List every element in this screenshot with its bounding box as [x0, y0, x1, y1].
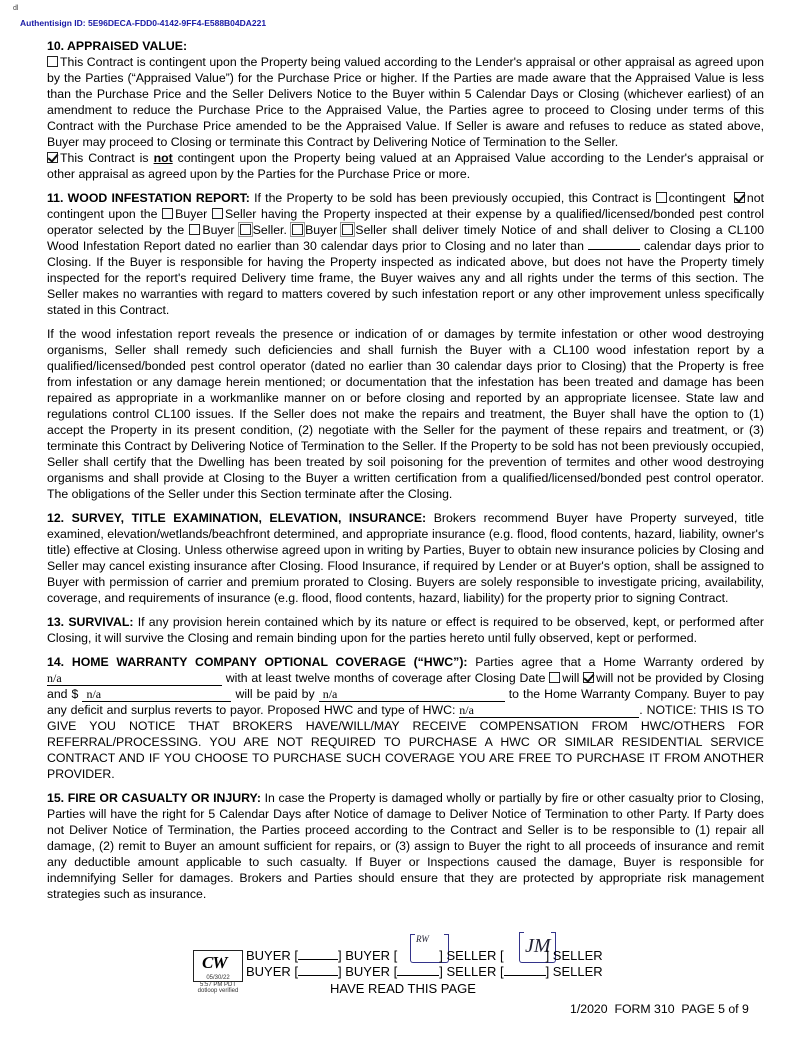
appraisal-contingent-checkbox[interactable]	[47, 56, 58, 67]
section-14-title: 14. HOME WARRANTY COMPANY OPTIONAL COVERAGE (“HWC”):	[47, 655, 468, 669]
appraisal-contingent-text: This Contract is contingent upon the Property being valued according to the Lender's appraisal or other appraisal as agreed upon by the Parties (“Appraised Value”) for the Purchase Price or higher. If the Parties are made aware that the Appraised Value is less than the Purchase Price and the Seller Delivers Notice to the Buyer within 5 Calendar Days or Closing (whichever earliest) of an amendment to reduce the Purchase Price to the Appraised Value, the Parties agree to proceed to Closing under terms of this Contract with the Purchase Price amended to be the Appraised Value. If Seller is aware and refuses to reduce as stated above, Buyer may proceed to Closing or terminate this Contract by Delivering Notice of Termination to the Seller.	[47, 55, 764, 149]
buyer-label: BUYER [	[246, 948, 299, 963]
inspection-seller-checkbox[interactable]	[212, 208, 223, 219]
section-15-text: In case the Property is damaged wholly or partially by fire or other casualty prior to Closing, Parties will have the right for 5 Calendar Days after Notice of damage to Deliver Notice of Termination to other Party. If Party does not Deliver Notice of Termination, the Parties proceed according to the Contract and Seller is to be responsible to (1) repair all damage, (2) remit to Buyer an amount sufficient for repairs, or (3) assign to Buyer the right to all proceeds of insurance and remit any deductible amount applicable to such casualty. If Buyer or Inspections caused the damage, Buyer is responsible for indemnifying Seller for damages. Brokers and Parties should ensure that they are protected by appropriate risk management strategies such as insurance.	[47, 791, 765, 901]
closing-no-later-text: Closing and no later than	[444, 239, 584, 253]
section-10-appraised-value	[47, 38, 764, 182]
seller-label: ] SELLER	[545, 964, 603, 979]
document-page	[47, 38, 764, 902]
section-12-title: 12. SURVEY, TITLE EXAMINATION, ELEVATION, INSURANCE:	[47, 511, 427, 525]
section-11-intro: If the Property to be sold has been previously occupied, this Contract is	[249, 191, 652, 205]
inspection-buyer-checkbox[interactable]	[162, 208, 173, 219]
buyer-4-initials-field[interactable]	[397, 964, 439, 976]
seller-1-initials: RW	[416, 934, 429, 944]
paid-by-label: will be paid by	[235, 687, 315, 701]
not-contingent-label: not contingent upon the	[47, 191, 764, 221]
hwc-will-checkbox[interactable]	[549, 672, 560, 683]
section-13-survival	[47, 614, 764, 646]
section-11-remainder: calendar days prior to Closing. If the Buyer is responsible for having the Property inspected as indicated above, but does not have the Property timely inspected for the report's required Delivery time frame, the Buyer waives any and all rights under the terms of this section. The Seller makes no warranties with regard to matters covered by such infestation report or any other improvement unless specifically stated in this Contract.	[47, 239, 765, 317]
operator-seller-checkbox[interactable]	[240, 224, 251, 235]
stamp-verification	[195, 975, 241, 995]
to-hwc-text: to the Home Warranty Company.	[508, 687, 690, 701]
proposed-hwc-label: Buyer to pay any deficit and surplus reverts to payor. Proposed HWC and type of HWC:	[47, 687, 764, 717]
stamp-verified: dotloop verified	[197, 988, 239, 994]
period: .	[639, 703, 643, 717]
deliver-seller-checkbox[interactable]	[342, 224, 353, 235]
stamp-date: 05/30/22	[206, 975, 230, 981]
appraisal-not-contingent-text: This Contract is	[60, 151, 154, 165]
seller-label: ] SELLER [	[439, 948, 504, 963]
appraisal-not-contingent-checkbox[interactable]	[47, 152, 58, 163]
inspection-seller-label: Seller having the Property inspected at their expense by a	[224, 207, 552, 221]
section-14-home-warranty	[47, 654, 764, 782]
will-label: will	[562, 671, 580, 685]
section-10-title: 10. APPRAISED VALUE:	[47, 39, 188, 53]
stamp-time: 5:57 PM PDT	[199, 981, 236, 988]
buyer-label: ] BUYER [	[338, 964, 398, 979]
initials-row-1	[246, 948, 603, 963]
section-12-text: Brokers recommend Buyer have Property surveyed, title examined, elevation/wetlands/beachfront determined, and appropriate insurance (e.g. flood, flood contents, hazard, liability, owner's title) effective at Closing. Unless otherwise agreed upon in writing by Parties, Buyer to obtain new insurance policies by Closing and Seller may cancel existing insurance after Closing. Flood Insurance, if required by Lender or at Buyer's option, shall be assigned to Buyer with permission of carrier and premium prorated to Closing. Buyers are solely responsible to investigate pricing, availability, coverage, and requirements of insurance (e.g. flood, flood contents, hazard, liability) for the property prior to signing Contract.	[47, 511, 764, 605]
operator-seller-label: Seller.	[252, 223, 287, 237]
appraisal-not-contingent-text-cont: contingent upon the Property being valued at an Appraised Value according to the Lender's appraisal or other appraisal as agreed upon by the Parties for the Purchase Price or more.	[47, 151, 764, 181]
hwc-paid-by-field[interactable]: n/a	[319, 688, 505, 702]
hwc-will-not-checkbox[interactable]	[583, 672, 594, 683]
section-11-paragraph-2: If the wood infestation report reveals the presence or indication of or damages by termite infestation or other wood destroying organisms, Seller shall remedy such deficiencies and shall furnish the Buyer with a CL100 wood infestation report by a qualified/licensed/bonded pest control operator (dated no earlier than 30 calendar days prior to Closing) that the Property is free from infestation or any damage herein mentioned; or documentation that the infestation has been treated and damage has been repaired as appropriate in a workmanlike manner on or before closing and reported by an appropriate licensee. State law and regulations control CL100 issues. If the Seller does not make the repairs and treatment, the Buyer shall have the option to (1) accept the Property in its present condition, (2) negotiate with the Seller for the payment of these repairs and treatment, or (3) terminate this Contract by Delivering Notice of Termination to the Seller. If the Property to be sold has not been previously occupied, Seller shall certify that the Dwelling has been treated by soil poisoning for the prevention of termites and other wood destroying organisms and shall provide at Closing to the Buyer a written certification from a qualified/licensed/bonded pest control operator. The obligations of the Seller under this Section terminate after the Closing.	[47, 327, 764, 501]
infestation-not-contingent-checkbox[interactable]	[734, 192, 745, 203]
section-15-fire-casualty	[47, 790, 764, 902]
seller-label: ] SELLER	[545, 948, 603, 963]
calendar-days-field[interactable]	[588, 238, 640, 250]
inspection-buyer-label: Buyer	[175, 207, 208, 221]
seller-2-initials: JM	[525, 935, 551, 957]
buyer-1-initials-field[interactable]	[298, 948, 338, 960]
closing-amount-label: Closing and $	[47, 671, 764, 701]
hwc-amount-field[interactable]: n/a	[82, 688, 231, 702]
stamp-initials: CW	[202, 953, 227, 972]
deliver-buyer-checkbox[interactable]	[292, 224, 303, 235]
cl100-report-text: Notice of and shall deliver to Closing a CL100 Wood Infestation Report dated no earlier than 30 calendar days prior to	[47, 223, 765, 253]
have-read-this-page: HAVE READ THIS PAGE	[330, 981, 476, 996]
section-12-survey	[47, 510, 764, 606]
will-not-label: will not be provided by	[596, 671, 720, 685]
operator-buyer-label: Buyer	[202, 223, 235, 237]
seller-1-initials-field[interactable]	[504, 949, 546, 960]
not-emphasis: not	[153, 151, 173, 165]
section-13-title: 13. SURVIVAL:	[47, 615, 134, 629]
deliver-seller-label: Seller shall deliver timely	[355, 223, 496, 237]
section-13-text: If any provision herein contained which by its nature or effect is required to be observed, kept, or performed after Closing, it will survive the Closing and remain binding upon for the parties hereto until fully observed, kept or performed.	[47, 615, 764, 645]
buyer-label: BUYER [	[246, 964, 299, 979]
section-15-title: 15. FIRE OR CASUALTY OR INJURY:	[47, 791, 261, 805]
contingent-label: contingent	[668, 191, 726, 205]
section-11-wood-infestation	[47, 190, 764, 502]
operator-buyer-checkbox[interactable]	[189, 224, 200, 235]
seller-label: ] SELLER [	[439, 964, 504, 979]
section-11-title: 11. WOOD INFESTATION REPORT:	[47, 191, 250, 205]
buyer-2-initials-field[interactable]	[397, 949, 439, 960]
initials-row-2	[246, 964, 603, 979]
infestation-contingent-checkbox[interactable]	[656, 192, 667, 203]
buyer-label: ] BUYER [	[338, 948, 398, 963]
section-14-intro: Parties agree that a Home Warranty ordered by	[467, 655, 764, 669]
authentisign-id: Authentisign ID: 5E96DECA-FDD0-4142-9FF4-E588B04DA221	[20, 18, 267, 28]
operator-selected-text: qualified/licensed/bonded pest control operator selected by the	[47, 207, 765, 237]
buyer-3-initials-field[interactable]	[298, 964, 338, 976]
seller-3-initials-field[interactable]	[504, 964, 546, 976]
deliver-buyer-label: Buyer	[305, 223, 338, 237]
hwc-notice: NOTICE: THIS IS TO GIVE YOU NOTICE THAT BROKERS HAVE/WILL/MAY RECEIVE COMPENSATION FROM HWC/OTHERS FOR REFERRAL/PROCESSING. YOU ARE NOT REQUIRED TO PURCHASE A HWC OR SIMILAR RESIDENTIAL SERVICE CONTRACT AND IF YOU CHOOSE TO PURCHASE SUCH COVERAGE YOU ARE FREE TO PURCHASE IT FROM ANOTHER PROVIDER.	[47, 703, 765, 781]
hwc-ordered-by-field[interactable]: n/a	[47, 672, 222, 686]
corner-mark: dl	[13, 5, 19, 12]
coverage-text: with at least twelve months of coverage after Closing Date	[225, 671, 546, 685]
hwc-type-field[interactable]: n/a	[459, 704, 639, 718]
page-footer: 1/2020 FORM 310 PAGE 5 of 9	[570, 1002, 749, 1016]
